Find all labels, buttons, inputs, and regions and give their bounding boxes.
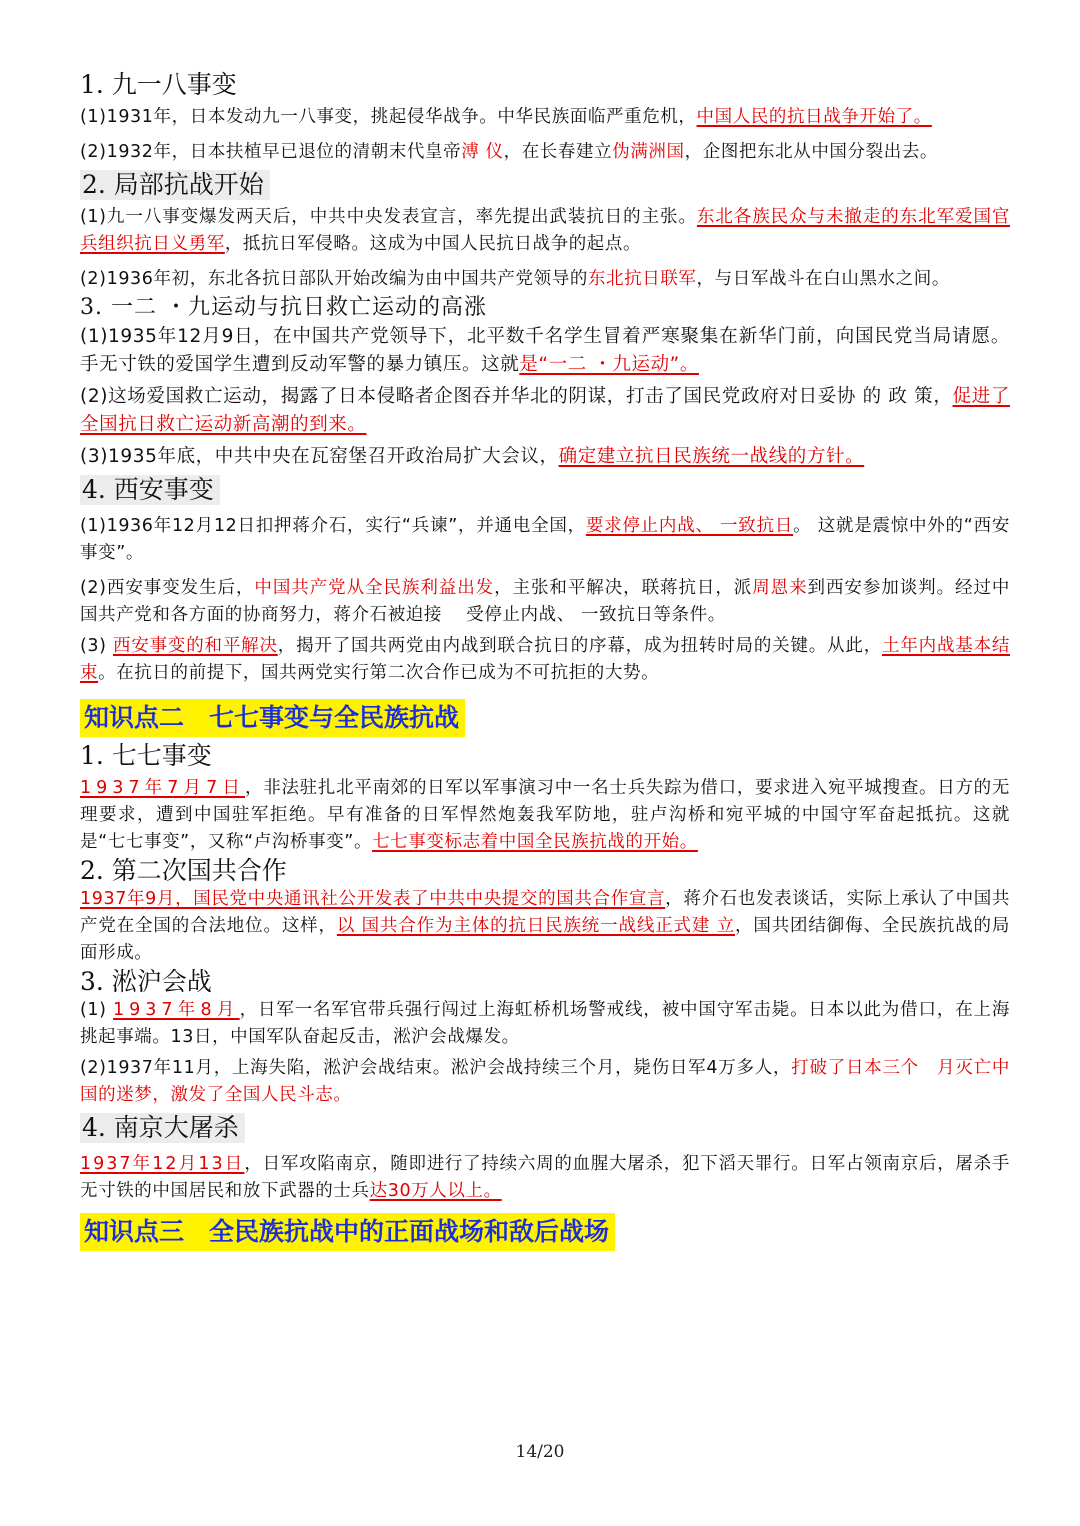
date-highlight: 1937年7月7日 (80, 778, 246, 798)
highlight: 1937年9月，国民党中央通讯社公开发表了中共中央提交的国共合作宣言 (80, 889, 666, 909)
paragraph: (1)1935年12月9日，在中国共产党领导下，北平数千名学生冒着严寒聚集在新华门前，向国民党当局请愿。手无寸铁的爱国学生遭到反动军警的暴力镇压。这就是“一二 ・九运动”。 (80, 326, 1010, 375)
knowledge-point-heading: 知识点二 七七事变与全民族抗战 (80, 699, 465, 737)
paragraph: (1)1931年，日本发动九一八事变，挑起侵华战争。中华民族面临严重危机，中国人民的抗日战争开始了。 (80, 107, 932, 127)
paragraph: (2)1936年初，东北各抗日部队开始改编为由中国共产党领导的东北抗日联军，与日军战斗在白山黑水之间。 (80, 269, 950, 289)
paragraph: (1) 1937年8月，日军一名军官带兵强行闯过上海虹桥机场警戒线，被中国守军击毙。日本以此为借口，在上海挑起事端。13日，中国军队奋起反击，淞沪会战爆发。 (80, 1000, 1010, 1047)
paragraph: (3) 西安事变的和平解决，揭开了国共两党由内战到联合抗日的序幕，成为扭转时局的关键。从此，土年内战基本结束。在抗日的前提下，国共两党实行第二次合作已成为不可抗拒的大势。 (80, 636, 1010, 683)
highlight: 西安事变的和平解决 (112, 636, 278, 656)
section-title: 3. 淞沪会战 (80, 967, 212, 996)
section-title: 1. 七七事变 (80, 741, 212, 770)
highlight: 东北各族民众与未撤走的东北军爱国官兵组织抗日义勇军 (80, 207, 1010, 254)
highlight: 是“一二 ・九运动”。 (519, 354, 699, 375)
highlight: 确定建立抗日民族统一战线的方针。 (558, 446, 865, 467)
section-title: 4. 南京大屠杀 (80, 1113, 245, 1143)
paragraph: 1937年7月7日，非法驻扎北平南郊的日军以军事演习中一名士兵失踪为借口，要求进入宛平城搜查。日方的无理要求，遭到中国驻军拒绝。早有准备的日军悍然炮轰我军防地，驻卢沟桥和宛平城的中国守军奋起抵抗。这就是“七七事变”，又称“卢沟桥事变”。七七事变标志着中国全民族抗战的开始。 (80, 778, 1010, 852)
highlight: 伪满洲国 (612, 142, 685, 162)
paragraph: 1937年9月，国民党中央通讯社公开发表了中共中央提交的国共合作宣言，蒋介石也发表谈话，实际上承认了中国共产党在全国的合法地位。这样，以 国共合作为主体的抗日民族统一战线正式建 立，国共团结御侮、全民族抗战的局面形成。 (80, 889, 1010, 963)
highlight: 要求停止内战、 一致抗日 (585, 516, 794, 536)
highlight: 打破了日本三个 月灭亡中国的迷梦，激发了全国人民斗志。 (80, 1058, 1011, 1105)
paragraph: (2)西安事变发生后，中国共产党从全民族利益出发，主张和平解决，联蒋抗日，派周恩来到西安参加谈判。经过中国共产党和各方面的协商努力，蒋介石被迫接 受停止内战、 一致抗日等条件。 (80, 578, 1010, 625)
paragraph: (2)1932年，日本扶植早已退位的清朝末代皇帝溥 仪，在长春建立伪满洲国，企图把东北从中国分裂出去。 (80, 142, 939, 162)
date-highlight: 1937年12月13日 (80, 1154, 245, 1174)
date-highlight: 1937年8月 (113, 1000, 240, 1020)
section-title: 2. 局部抗战开始 (80, 170, 270, 200)
highlight: 溥 仪 (461, 142, 504, 162)
paragraph: (3)1935年底，中共中央在瓦窑堡召开政治局扩大会议，确定建立抗日民族统一战线的方针。 (80, 446, 865, 467)
section-title: 2. 第二次国共合作 (80, 856, 287, 885)
highlight: 以 国共合作为主体的抗日民族统一战线正式建 立 (336, 916, 736, 936)
page-number: 14/20 (515, 1442, 565, 1462)
highlight: 中国人民的抗日战争开始了。 (696, 107, 932, 127)
paragraph: (2)1937年11月，上海失陷，淞沪会战结束。淞沪会战持续三个月，毙伤日军4万多人，打破了日本三个 月灭亡中国的迷梦，激发了全国人民斗志。 (80, 1058, 1011, 1105)
highlight: 促进了全国抗日救亡运动新高潮的到来。 (80, 386, 1010, 435)
highlight: 达30万人以上。 (369, 1181, 502, 1201)
highlight: 中国共产党从全民族利益出发 (254, 578, 495, 598)
document-page (80, 70, 1010, 1251)
paragraph: (1)1936年12月12日扣押蒋介石，实行“兵谏”，并通电全国，要求停止内战、 一致抗日。 这就是震惊中外的“西安事变”。 (80, 516, 1010, 563)
paragraph: (1)九一八事变爆发两天后，中共中央发表宣言，率先提出武装抗日的主张。东北各族民众与未撤走的东北军爱国官兵组织抗日义勇军，抵抗日军侵略。这成为中国人民抗日战争的起点。 (80, 207, 1010, 254)
paragraph: 1937年12月13日，日军攻陷南京，随即进行了持续六周的血腥大屠杀，犯下滔天罪行。日军占领南京后，屠杀手无寸铁的中国居民和放下武器的士兵达30万人以上。 (80, 1154, 1010, 1201)
section-title: 4. 西安事变 (80, 475, 220, 505)
highlight: 土年内战基本结束 (80, 636, 1010, 683)
highlight: 七七事变标志着中国全民族抗战的开始。 (372, 832, 698, 852)
knowledge-point-heading: 知识点三 全民族抗战中的正面战场和敌后战场 (80, 1213, 615, 1251)
highlight: 周恩来 (752, 578, 808, 598)
highlight: 东北抗日联军 (587, 269, 697, 289)
section-title: 1. 九一八事变 (80, 70, 237, 99)
paragraph: (2)这场爱国救亡运动，揭露了日本侵略者企图吞并华北的阴谋，打击了国民党政府对日妥协 的 政 策，促进了全国抗日救亡运动新高潮的到来。 (80, 386, 1010, 435)
section-title: 3. 一二 ・九运动与抗日救亡运动的高涨 (80, 295, 487, 320)
